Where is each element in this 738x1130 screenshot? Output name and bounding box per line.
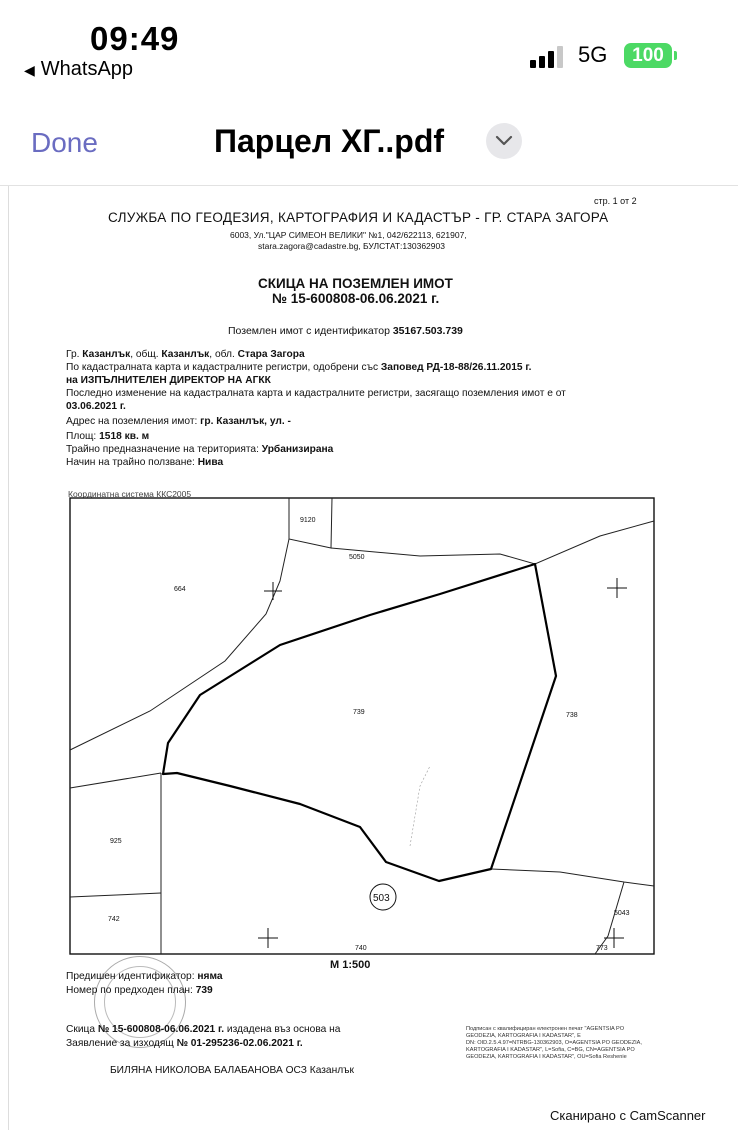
request-number: № 01-295236-02.06.2021 г. (176, 1038, 303, 1049)
prev-id-value: няма (197, 971, 223, 982)
back-arrow-icon: ◀ (24, 62, 35, 78)
esign-line-3: DN: OID.2.5.4.97=NTRBG-130362903, O=AGENTSIA PO GEODEZIA, (466, 1040, 642, 1046)
back-app-label: WhatsApp (40, 58, 134, 80)
prev-plan-label: Номер по предходен план: (66, 985, 193, 996)
parcel-739-boundary (163, 564, 556, 881)
issued-text: издадена въз основа на (226, 1024, 341, 1035)
parcel-925-boundary (70, 773, 161, 788)
label-503: 503 (373, 893, 390, 904)
address-value: гр. Казанлък, ул. - (200, 416, 291, 427)
status-time: 09:49 (90, 20, 180, 57)
last-change-line: Последно изменение на кадастралната карта и кадастралните регистри, засягащо поземления имот е от (66, 388, 566, 399)
signer-name: БИЛЯНА НИКОЛОВА БАЛАБАНОВА ОСЗ Казанлък (110, 1065, 354, 1076)
viewer-nav-bar (0, 95, 738, 186)
camscanner-watermark: Сканирано с CamScanner (550, 1108, 706, 1123)
status-bar (0, 0, 738, 95)
label-773: 773 (596, 945, 608, 952)
area-label: Площ: (66, 431, 97, 442)
usage-value: Нива (197, 457, 224, 468)
purpose-label: Трайно предназначение на територията: (66, 444, 259, 455)
parcel-738-boundary (491, 869, 654, 886)
chevron-down-icon (495, 133, 513, 149)
label-742: 742 (108, 916, 120, 923)
location-prefix: Гр. (66, 349, 80, 360)
label-5043: 5043 (614, 910, 630, 917)
identifier-value: 35167.503.739 (392, 325, 463, 337)
esign-line-2: GEODEZIA, KARTOGRAFIA I KADASTAR", E (466, 1033, 581, 1039)
coordinate-system: Координатна система ККС2005 (68, 489, 192, 499)
parcel-5050-boundary (331, 521, 654, 564)
parcel-742-boundary (70, 893, 161, 897)
label-9120: 9120 (300, 517, 316, 524)
agency-header: СЛУЖБА ПО ГЕОДЕЗИЯ, КАРТОГРАФИЯ И КАДАСТЪР - ГР. СТАРА ЗАГОРА (108, 210, 609, 225)
issued-line (66, 1024, 340, 1035)
approved-by: на ИЗПЪЛНИТЕЛЕН ДИРЕКТОР НА АГКК (66, 375, 271, 386)
identifier-label: Поземлен имот с идентификатор (228, 325, 390, 337)
approval-text: По кадастралната карта и кадастралните регистри, одобрени със (66, 362, 379, 373)
inner-dashed-line (410, 766, 430, 846)
parcel-664-boundary (70, 539, 289, 750)
map-frame (70, 498, 654, 954)
label-664: 664 (174, 586, 186, 593)
purpose-value: Урбанизирана (261, 444, 334, 455)
prev-id-label: Предишен идентификатор: (66, 971, 195, 982)
location-municipality: Казанлък (161, 349, 210, 360)
label-925: 925 (110, 838, 122, 845)
pdf-page[interactable] (0, 186, 738, 1130)
area-value: 1518 кв. м (99, 431, 150, 442)
prev-plan-value: 739 (195, 985, 213, 996)
done-button[interactable]: Done (31, 127, 98, 158)
cellular-signal-icon (530, 44, 570, 68)
label-740: 740 (355, 945, 367, 952)
prev-plan-line (66, 985, 213, 996)
issued-prefix: Скица (66, 1024, 96, 1035)
esign-line-5: GEODEZIA, KARTOGRAFIA I KADASTAR", OU=Sofia Reshenie (466, 1054, 627, 1060)
label-738: 738 (566, 712, 578, 719)
title-menu-button[interactable] (486, 123, 522, 159)
last-change-date: 03.06.2021 г. (66, 401, 126, 412)
back-to-app-link[interactable] (24, 58, 133, 81)
approval-order: Заповед РД-18-88/26.11.2015 г. (380, 362, 532, 373)
agency-contact: stara.zagora@cadastre.bg, БУЛСТАТ:130362903 (258, 241, 445, 251)
document-title[interactable]: Парцел ХГ..pdf (214, 123, 445, 159)
address-label: Адрес на поземления имот: (66, 416, 198, 427)
label-739: 739 (353, 709, 365, 716)
location-mid: , общ. (130, 349, 159, 360)
request-line (66, 1038, 303, 1049)
label-5050: 5050 (349, 554, 365, 561)
page-number: стр. 1 от 2 (594, 196, 637, 206)
sketch-title: СКИЦА НА ПОЗЕМЛЕН ИМОТ (258, 276, 453, 291)
location-city: Казанлък (82, 349, 131, 360)
agency-address: 6003, Ул."ЦАР СИМЕОН ВЕЛИКИ" №1, 042/622113, 621907, (230, 230, 467, 240)
issued-number: № 15-600808-06.06.2021 г. (97, 1024, 225, 1035)
usage-label: Начин на трайно ползване: (66, 457, 195, 468)
location-region: Стара Загора (237, 349, 305, 360)
battery-tip (674, 51, 677, 60)
parcel-5043-boundary (595, 882, 624, 954)
sketch-number: № 15-600808-06.06.2021 г. (272, 291, 440, 306)
request-prefix: Заявление за изходящ (66, 1038, 174, 1049)
prev-identifier-line (66, 971, 223, 982)
battery-level: 100 (632, 45, 664, 66)
network-type: 5G (578, 42, 608, 67)
map-scale: М 1:500 (330, 959, 371, 971)
esign-line-1: Подписан с квалифициран електронен печат "AGENTSIA PO (466, 1026, 625, 1032)
esign-line-4: KARTOGRAFIA I KADASTAR", L=Sofia, C=BG, CN=AGENTSIA PO (466, 1047, 635, 1053)
location-mid2: , обл. (209, 349, 235, 360)
battery-icon (624, 43, 672, 68)
